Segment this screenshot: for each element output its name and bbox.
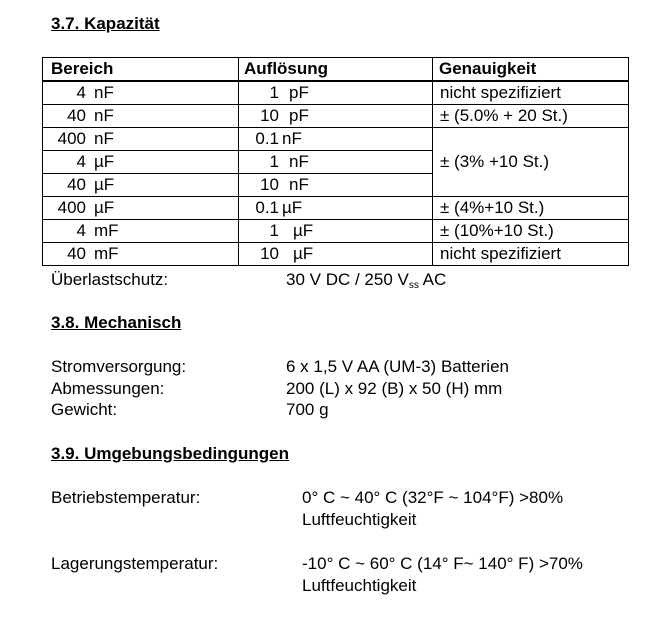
spec-value-gewicht: 700 g: [286, 400, 329, 419]
table-row: [43, 220, 629, 243]
spec-label-lagerungstemperatur: Lagerungstemperatur:: [51, 554, 219, 573]
spec-value-lagerungstemperatur: -10° C ~ 60° C (14° F~ 140° F) >70%: [302, 554, 583, 573]
spec-label-abmessungen: Abmessungen:: [51, 379, 165, 398]
table-header-row: [43, 58, 629, 82]
range-cell: [43, 151, 239, 174]
range-value: 400: [57, 129, 86, 148]
resolution-value: 1: [269, 152, 279, 171]
table-row: [43, 128, 629, 151]
section-heading-mechanisch: 3.8. Mechanisch: [51, 313, 182, 332]
range-unit: µF: [94, 152, 115, 171]
resolution-cell: [239, 243, 433, 266]
range-value: 4: [76, 83, 86, 102]
spec-value-stromversorgung: 6 x 1,5 V AA (UM-3) Batterien: [286, 357, 509, 376]
range-unit: nF: [94, 129, 114, 148]
range-unit: mF: [94, 221, 119, 240]
header-bereich: Bereich: [43, 58, 239, 82]
spec-value-betriebstemperatur-line2: Luftfeuchtigkeit: [302, 510, 417, 529]
section-heading-kapazitaet: 3.7. Kapazität: [51, 14, 160, 33]
resolution-value: 10: [260, 244, 279, 263]
range-cell: [43, 197, 239, 220]
resolution-cell: [239, 151, 433, 174]
overload-value-suffix: AC: [418, 270, 447, 289]
header-aufloesung: Auflösung: [239, 58, 433, 82]
resolution-value: 1: [269, 83, 279, 102]
range-cell: [43, 81, 239, 105]
resolution-value: 10: [260, 106, 279, 125]
resolution-unit: µF: [282, 198, 303, 217]
overload-value: [286, 270, 446, 296]
range-value: 4: [76, 221, 86, 240]
spec-value-betriebstemperatur: 0° C ~ 40° C (32°F ~ 104°F) >80%: [302, 488, 564, 507]
resolution-cell: [239, 220, 433, 243]
resolution-cell: [239, 128, 433, 151]
resolution-cell: [239, 197, 433, 220]
overload-value-main: 30 V DC / 250 V: [286, 270, 409, 289]
table-row: [43, 243, 629, 266]
range-value: 4: [76, 152, 86, 171]
range-unit: µF: [94, 198, 115, 217]
range-value: 400: [57, 198, 86, 217]
spec-value-lagerungstemperatur-line2: Luftfeuchtigkeit: [302, 576, 417, 595]
spec-label-stromversorgung: Stromversorgung:: [51, 357, 187, 376]
resolution-value: 1: [269, 221, 279, 240]
range-unit: nF: [94, 106, 114, 125]
range-value: 40: [67, 106, 86, 125]
overload-value-subscript: ss: [408, 280, 419, 291]
range-value: 40: [67, 244, 86, 263]
resolution-unit: nF: [289, 152, 309, 171]
range-cell: [43, 128, 239, 151]
resolution-cell: [239, 174, 433, 197]
resolution-unit: nF: [282, 129, 302, 148]
resolution-unit: µF: [293, 244, 314, 263]
resolution-value: 0.1: [255, 198, 279, 217]
range-unit: mF: [94, 244, 119, 263]
resolution-unit: µF: [293, 221, 314, 240]
capacitance-table: [42, 57, 629, 266]
range-unit: nF: [94, 83, 114, 102]
resolution-value: 10: [260, 175, 279, 194]
table-row: [43, 81, 629, 105]
resolution-unit: pF: [289, 83, 309, 102]
resolution-cell: [239, 81, 433, 105]
accuracy-cell: ± (4%+10 St.): [433, 197, 629, 220]
resolution-unit: pF: [289, 106, 309, 125]
section-heading-umgebung: 3.9. Umgebungsbedingungen: [51, 444, 290, 463]
resolution-unit: nF: [289, 175, 309, 194]
resolution-cell: [239, 105, 433, 128]
range-cell: [43, 220, 239, 243]
spec-label-betriebstemperatur: Betriebstemperatur:: [51, 488, 201, 507]
accuracy-cell: ± (5.0% + 20 St.): [433, 105, 629, 128]
range-cell: [43, 243, 239, 266]
accuracy-cell: nicht spezifiziert: [433, 243, 629, 266]
header-genauigkeit: Genauigkeit: [433, 58, 629, 82]
range-cell: [43, 105, 239, 128]
spec-label-gewicht: Gewicht:: [51, 400, 118, 419]
overload-label: Überlastschutz:: [51, 270, 169, 289]
table-row: [43, 197, 629, 220]
accuracy-cell-merged: ± (3% +10 St.): [433, 128, 629, 197]
table-row: [43, 105, 629, 128]
range-value: 40: [67, 175, 86, 194]
range-unit: µF: [94, 175, 115, 194]
accuracy-cell: ± (10%+10 St.): [433, 220, 629, 243]
resolution-value: 0.1: [255, 129, 279, 148]
accuracy-cell: nicht spezifiziert: [433, 81, 629, 105]
spec-value-abmessungen: 200 (L) x 92 (B) x 50 (H) mm: [286, 379, 503, 398]
range-cell: [43, 174, 239, 197]
